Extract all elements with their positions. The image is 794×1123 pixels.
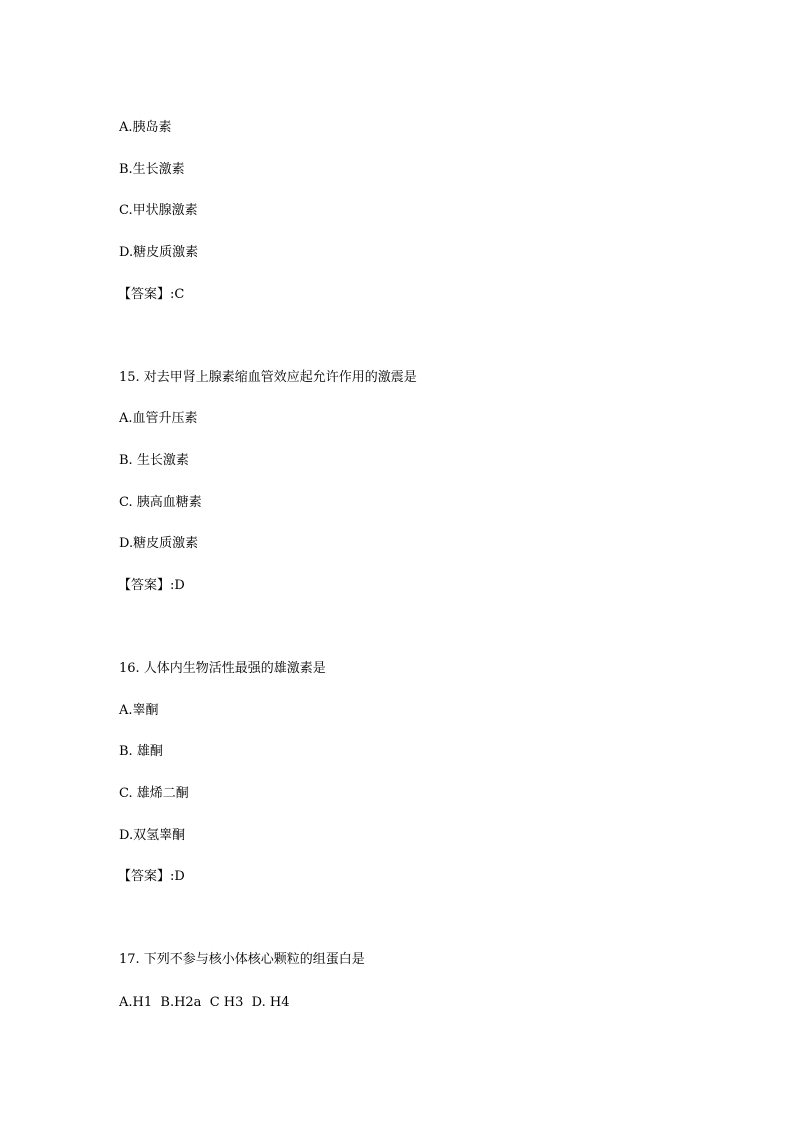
q14-option-d: D.糖皮质激素 bbox=[119, 245, 199, 260]
q15-option-a: A.血管升压素 bbox=[119, 411, 198, 426]
q15-option-d: D.糖皮质激素 bbox=[119, 536, 199, 551]
q16-option-b: B. 雄酮 bbox=[119, 744, 163, 759]
q17-question: 17. 下列不参与核小体核心颗粒的组蛋白是 bbox=[119, 952, 365, 967]
q14-option-c: C.甲状腺激素 bbox=[119, 203, 198, 218]
q16-answer: 【答案】:D bbox=[118, 869, 185, 884]
q15-option-c: C. 胰高血糖素 bbox=[119, 495, 202, 510]
q14-option-b: B.生长激素 bbox=[119, 162, 185, 177]
q16-option-c: C. 雄烯二酮 bbox=[119, 786, 189, 801]
q15-answer: 【答案】:D bbox=[118, 578, 185, 593]
q15-option-b: B. 生长激素 bbox=[119, 453, 189, 468]
q14-option-a: A.胰岛素 bbox=[119, 120, 172, 135]
q14-answer: 【答案】:C bbox=[118, 287, 185, 302]
q16-option-d: D.双氢睾酮 bbox=[119, 828, 186, 843]
q16-question: 16. 人体内生物活性最强的雄激素是 bbox=[119, 661, 326, 676]
q15-question: 15. 对去甲肾上腺素缩血管效应起允许作用的激震是 bbox=[119, 370, 417, 385]
q16-option-a: A.睾酮 bbox=[119, 703, 159, 718]
q17-options: A.H1 B.H2a C H3 D. H4 bbox=[119, 995, 290, 1010]
